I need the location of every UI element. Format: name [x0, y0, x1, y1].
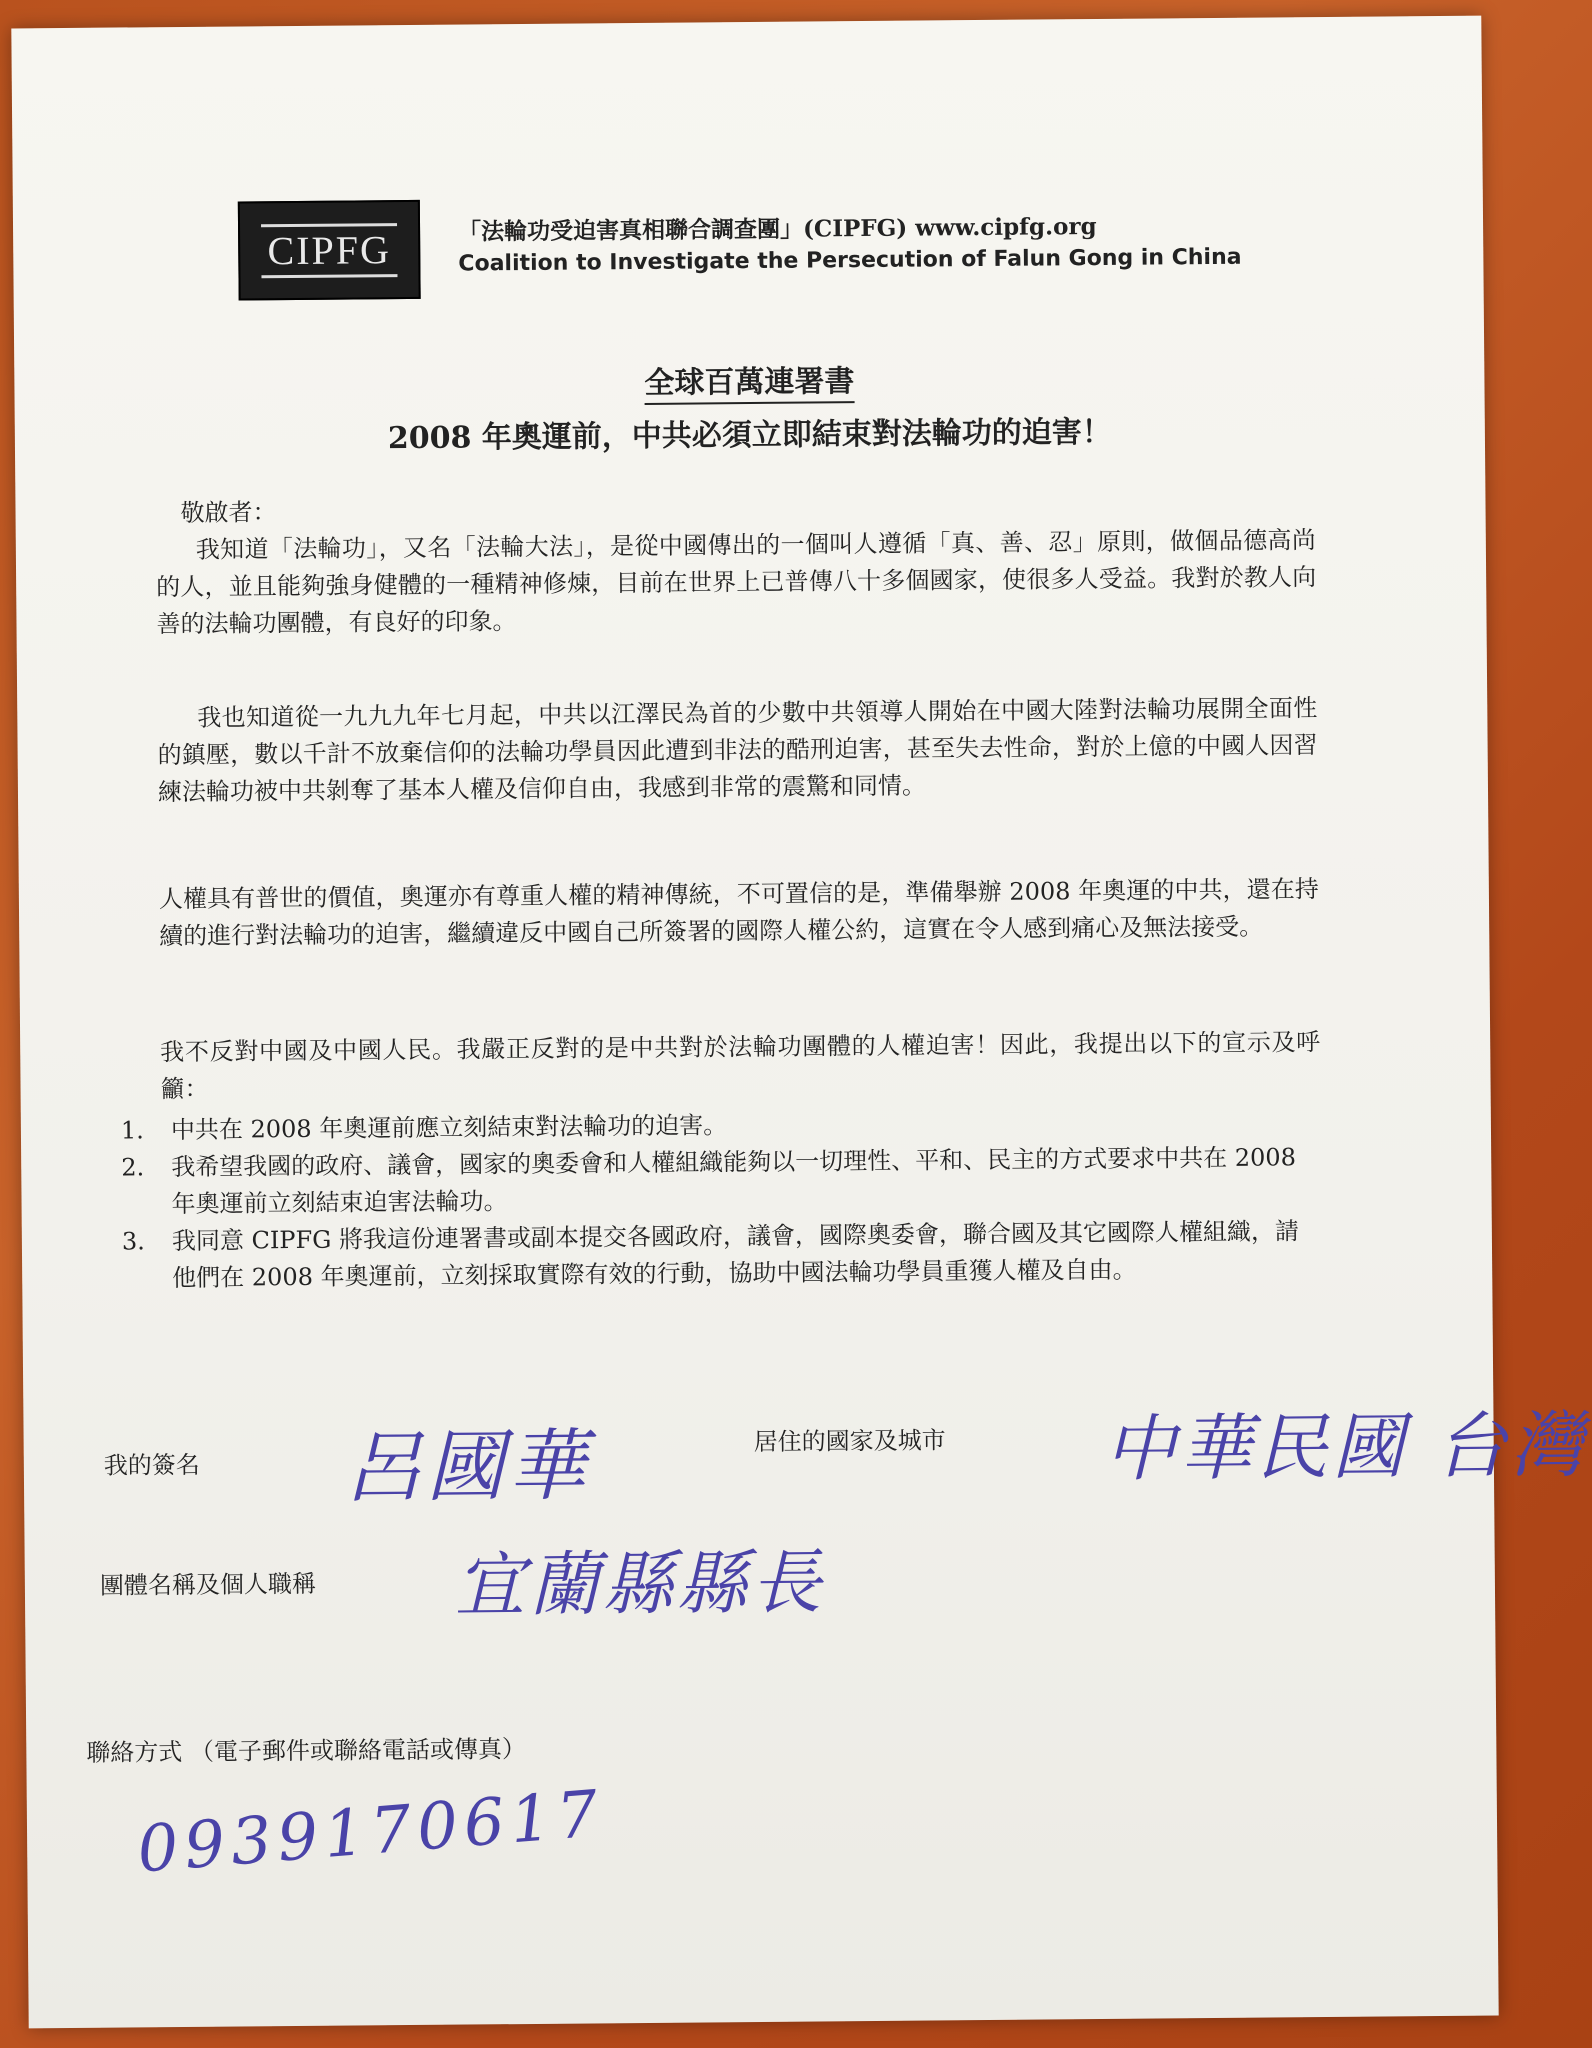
list-item-text: 我希望我國的政府、議會，國家的奧委會和人權組織能夠以一切理性、平和、民主的方式要求中共在 2008 年奧運前立刻結束迫害法輪功。 — [171, 1143, 1297, 1219]
residence-value: 中華民國 台灣 — [1103, 1402, 1587, 1491]
demands-list — [121, 1102, 1323, 1297]
contact-value: 0939170617 — [134, 1777, 607, 1888]
contact-label: 聯絡方式 （電子郵件或聯絡電話或傳真） — [86, 1735, 527, 1767]
list-item — [121, 1139, 1322, 1223]
paragraph-4: 我不反對中國及中國人民。我嚴正反對的是中共對於法輪功團體的人權迫害！因此，我提出以下的宣示及呼籲： — [160, 1028, 1321, 1104]
letterhead — [238, 173, 1242, 312]
signature-label: 我的簽名 — [103, 1450, 200, 1480]
paragraph-2: 我也知道從一九九九年七月起，中共以江澤民為首的少數中共領導人開始在中國大陸對法輪功展開全面性的鎮壓，數以千計不放棄信仰的法輪功學員因此遭到非法的酷刑迫害，甚至失去性命，對於上億的中國人因習練法輪功被中共剝奪了基本人權及信仰自由，我感到非常的震驚和同情。 — [157, 694, 1318, 807]
document-title — [14, 351, 1484, 408]
org-name-english: Coalition to Investigate the Persecution of Falun Gong in China — [458, 244, 1242, 277]
organization-value: 宜蘭縣縣長 — [454, 1541, 826, 1627]
list-item-number: 2. — [121, 1153, 145, 1182]
organization-label: 團體名稱及個人職稱 — [99, 1569, 317, 1600]
list-item-number: 3. — [121, 1227, 145, 1256]
document-title-text: 全球百萬連署書 — [644, 364, 854, 405]
list-item-text: 中共在 2008 年奧運前應立刻結束對法輪功的迫害。 — [170, 1111, 728, 1145]
logo-text: CIPFG — [261, 223, 397, 278]
signature-value: 呂國華 — [343, 1421, 591, 1514]
list-item-number: 1. — [120, 1116, 144, 1145]
cipfg-logo — [238, 200, 421, 301]
org-name-chinese: 「法輪功受迫害真相聯合調查團」(CIPFG) www.cipfg.org — [457, 212, 1097, 246]
residence-label: 居住的國家及城市 — [753, 1426, 946, 1457]
paragraph-1: 我知道「法輪功」，又名「法輪大法」，是從中國傳出的一個叫人遵循「真、善、忍」原則，做個品德高尚的人，並且能夠強身健體的一種精神修煉，目前在世界上已普傳八十多個國家，使很多人受益。我對於教人向善的法輪功團體，有良好的印象。 — [156, 526, 1317, 639]
greeting: 敬啟者： — [180, 498, 277, 527]
list-item — [122, 1213, 1323, 1297]
petition-sheet — [11, 16, 1587, 2029]
list-item-text: 我同意 CIPFG 將我這份連署書或副本提交各國政府，議會，國際奧委會，聯合國及其它國際人權組織，請他們在 2008 年奧運前，立刻採取實際有效的行動，協助中國法輪功學員重獲人權及自由。 — [171, 1217, 1300, 1293]
document-subtitle: 2008 年奧運前，中共必須立即結束對法輪功的迫害！ — [387, 414, 1112, 457]
paragraph-3: 人權具有普世的價值，奧運亦有尊重人權的精神傳統，不可置信的是，準備舉辦 2008 年奧運的中共，還在持續的進行對法輪功的迫害，繼續違反中國自己所簽署的國際人權公約，這實在令人感到痛心及無法接受。 — [158, 875, 1319, 951]
